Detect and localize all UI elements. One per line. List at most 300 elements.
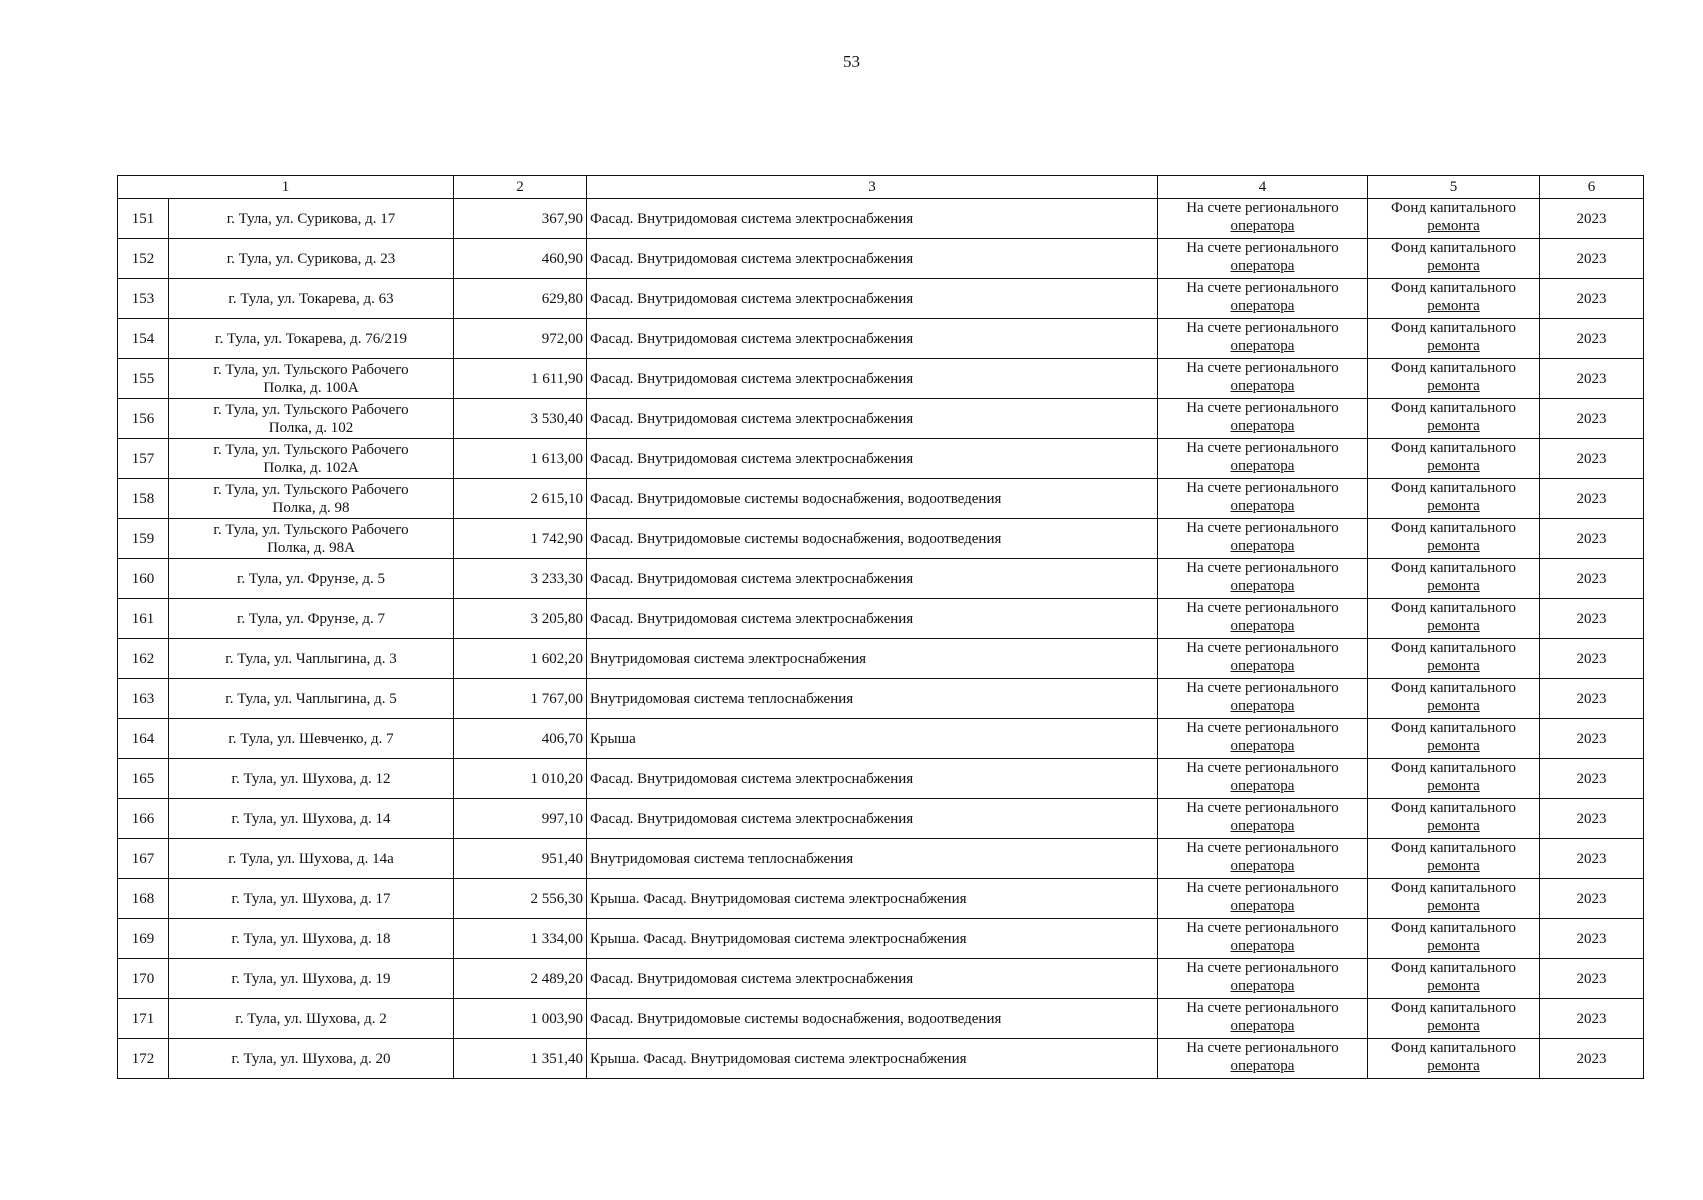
funding-method-line-2: оператора xyxy=(1230,418,1295,434)
funding-method-line-2: оператора xyxy=(1230,578,1295,594)
funding-source-line-2: ремонта xyxy=(1427,898,1480,914)
funding-method-line-1: На счете регионального xyxy=(1186,920,1339,936)
table-row xyxy=(118,999,1644,1039)
funding-method-line-1: На счете регионального xyxy=(1186,480,1339,496)
area-cell: 2 556,30 xyxy=(454,879,587,919)
row-number: 166 xyxy=(118,799,169,839)
row-number: 172 xyxy=(118,1039,169,1079)
funding-source-cell xyxy=(1368,759,1540,799)
header-cell-5: 5 xyxy=(1368,176,1540,199)
funding-method-line-1: На счете регионального xyxy=(1186,400,1339,416)
year-cell: 2023 xyxy=(1540,959,1644,999)
row-number: 167 xyxy=(118,839,169,879)
funding-source-line-2: ремонта xyxy=(1427,418,1480,434)
funding-method-line-2: оператора xyxy=(1230,618,1295,634)
funding-source-line-1: Фонд капитального xyxy=(1391,560,1516,576)
funding-method-cell xyxy=(1158,279,1368,319)
table-row xyxy=(118,439,1644,479)
area-cell: 972,00 xyxy=(454,319,587,359)
row-number: 154 xyxy=(118,319,169,359)
register-table xyxy=(117,175,1644,1079)
funding-source-cell xyxy=(1368,919,1540,959)
year-cell: 2023 xyxy=(1540,319,1644,359)
table-row xyxy=(118,199,1644,239)
year-cell: 2023 xyxy=(1540,239,1644,279)
work-type-cell: Крыша. Фасад. Внутридомовая система электроснабжения xyxy=(587,879,1158,919)
address-cell xyxy=(169,559,454,599)
funding-source-line-1: Фонд капитального xyxy=(1391,960,1516,976)
area-cell: 1 742,90 xyxy=(454,519,587,559)
area-cell: 406,70 xyxy=(454,719,587,759)
area-cell: 3 233,30 xyxy=(454,559,587,599)
funding-method-cell xyxy=(1158,959,1368,999)
address-line-1: г. Тула, ул. Шухова, д. 19 xyxy=(231,970,391,987)
row-number: 163 xyxy=(118,679,169,719)
area-cell: 1 611,90 xyxy=(454,359,587,399)
funding-source-line-2: ремонта xyxy=(1427,658,1480,674)
area-cell: 3 205,80 xyxy=(454,599,587,639)
funding-method-line-1: На счете регионального xyxy=(1186,200,1339,216)
address-line-1: г. Тула, ул. Шухова, д. 14 xyxy=(231,810,391,827)
funding-source-line-1: Фонд капитального xyxy=(1391,680,1516,696)
table-row xyxy=(118,399,1644,439)
row-number: 152 xyxy=(118,239,169,279)
funding-method-line-1: На счете регионального xyxy=(1186,680,1339,696)
table-row xyxy=(118,359,1644,399)
year-cell: 2023 xyxy=(1540,879,1644,919)
funding-source-line-1: Фонд капитального xyxy=(1391,880,1516,896)
table-row xyxy=(118,759,1644,799)
funding-source-line-1: Фонд капитального xyxy=(1391,920,1516,936)
address-line-1: г. Тула, ул. Фрунзе, д. 5 xyxy=(236,570,386,587)
funding-source-cell xyxy=(1368,719,1540,759)
area-cell: 951,40 xyxy=(454,839,587,879)
address-cell xyxy=(169,599,454,639)
table-row xyxy=(118,1039,1644,1079)
funding-method-line-2: оператора xyxy=(1230,538,1295,554)
funding-method-line-2: оператора xyxy=(1230,978,1295,994)
row-number: 171 xyxy=(118,999,169,1039)
funding-method-cell xyxy=(1158,399,1368,439)
header-cell-6: 6 xyxy=(1540,176,1644,199)
funding-source-cell xyxy=(1368,959,1540,999)
funding-source-line-2: ремонта xyxy=(1427,698,1480,714)
address-cell xyxy=(169,519,454,559)
work-type-cell: Фасад. Внутридомовая система электроснабжения xyxy=(587,279,1158,319)
area-cell: 1 334,00 xyxy=(454,919,587,959)
work-type-cell: Внутридомовая система теплоснабжения xyxy=(587,679,1158,719)
funding-method-line-1: На счете регионального xyxy=(1186,520,1339,536)
funding-source-line-1: Фонд капитального xyxy=(1391,1040,1516,1056)
address-line-2: Полка, д. 98А xyxy=(267,539,355,556)
funding-method-line-2: оператора xyxy=(1230,258,1295,274)
funding-method-line-1: На счете регионального xyxy=(1186,240,1339,256)
funding-method-cell xyxy=(1158,719,1368,759)
funding-source-line-2: ремонта xyxy=(1427,618,1480,634)
work-type-cell: Внутридомовая система теплоснабжения xyxy=(587,839,1158,879)
address-cell xyxy=(169,719,454,759)
funding-source-line-1: Фонд капитального xyxy=(1391,600,1516,616)
row-number: 159 xyxy=(118,519,169,559)
row-number: 155 xyxy=(118,359,169,399)
address-cell xyxy=(169,1039,454,1079)
year-cell: 2023 xyxy=(1540,199,1644,239)
area-cell: 3 530,40 xyxy=(454,399,587,439)
funding-source-line-1: Фонд капитального xyxy=(1391,440,1516,456)
address-line-2: Полка, д. 102А xyxy=(263,459,359,476)
funding-source-cell xyxy=(1368,199,1540,239)
address-line-1: г. Тула, ул. Шухова, д. 20 xyxy=(231,1050,391,1067)
area-cell: 1 767,00 xyxy=(454,679,587,719)
area-cell: 460,90 xyxy=(454,239,587,279)
address-line-1: г. Тула, ул. Чаплыгина, д. 3 xyxy=(225,650,397,667)
row-number: 158 xyxy=(118,479,169,519)
funding-method-cell xyxy=(1158,559,1368,599)
address-cell xyxy=(169,879,454,919)
funding-method-cell xyxy=(1158,359,1368,399)
table-row xyxy=(118,639,1644,679)
funding-source-line-2: ремонта xyxy=(1427,818,1480,834)
row-number: 164 xyxy=(118,719,169,759)
header-cell-3: 3 xyxy=(587,176,1158,199)
work-type-cell: Фасад. Внутридомовая система электроснабжения xyxy=(587,599,1158,639)
funding-method-line-1: На счете регионального xyxy=(1186,640,1339,656)
funding-method-line-1: На счете регионального xyxy=(1186,840,1339,856)
funding-method-line-1: На счете регионального xyxy=(1186,440,1339,456)
work-type-cell: Фасад. Внутридомовая система электроснабжения xyxy=(587,439,1158,479)
address-cell xyxy=(169,639,454,679)
address-cell xyxy=(169,359,454,399)
funding-source-line-2: ремонта xyxy=(1427,378,1480,394)
table-row xyxy=(118,959,1644,999)
area-cell: 1 602,20 xyxy=(454,639,587,679)
funding-method-line-1: На счете регионального xyxy=(1186,600,1339,616)
funding-source-line-2: ремонта xyxy=(1427,938,1480,954)
table-row xyxy=(118,839,1644,879)
funding-method-line-1: На счете регионального xyxy=(1186,360,1339,376)
work-type-cell: Крыша. Фасад. Внутридомовая система электроснабжения xyxy=(587,919,1158,959)
funding-source-line-1: Фонд капитального xyxy=(1391,400,1516,416)
funding-source-cell xyxy=(1368,599,1540,639)
table-row xyxy=(118,519,1644,559)
address-line-1: г. Тула, ул. Токарева, д. 63 xyxy=(228,290,394,307)
funding-method-line-2: оператора xyxy=(1230,298,1295,314)
funding-source-line-2: ремонта xyxy=(1427,858,1480,874)
funding-method-cell xyxy=(1158,519,1368,559)
funding-method-cell xyxy=(1158,439,1368,479)
year-cell: 2023 xyxy=(1540,719,1644,759)
table-row xyxy=(118,679,1644,719)
funding-method-line-2: оператора xyxy=(1230,818,1295,834)
address-line-1: г. Тула, ул. Тульского Рабочего xyxy=(213,401,409,418)
funding-method-line-2: оператора xyxy=(1230,218,1295,234)
table-row xyxy=(118,479,1644,519)
address-line-1: г. Тула, ул. Токарева, д. 76/219 xyxy=(215,330,407,347)
address-line-1: г. Тула, ул. Чаплыгина, д. 5 xyxy=(225,690,397,707)
year-cell: 2023 xyxy=(1540,279,1644,319)
address-cell xyxy=(169,999,454,1039)
address-line-1: г. Тула, ул. Тульского Рабочего xyxy=(213,361,409,378)
address-line-1: г. Тула, ул. Тульского Рабочего xyxy=(213,521,409,538)
funding-method-line-1: На счете регионального xyxy=(1186,720,1339,736)
address-cell xyxy=(169,759,454,799)
funding-method-cell xyxy=(1158,599,1368,639)
work-type-cell: Крыша. Фасад. Внутридомовая система электроснабжения xyxy=(587,1039,1158,1079)
funding-source-line-1: Фонд капитального xyxy=(1391,720,1516,736)
table-row xyxy=(118,319,1644,359)
funding-method-line-2: оператора xyxy=(1230,658,1295,674)
area-cell: 629,80 xyxy=(454,279,587,319)
address-line-1: г. Тула, ул. Сурикова, д. 23 xyxy=(226,250,396,267)
funding-source-line-2: ремонта xyxy=(1427,738,1480,754)
address-line-1: г. Тула, ул. Тульского Рабочего xyxy=(213,481,409,498)
address-line-1: г. Тула, ул. Шухова, д. 2 xyxy=(235,1010,387,1027)
funding-method-line-1: На счете регионального xyxy=(1186,1040,1339,1056)
row-number: 169 xyxy=(118,919,169,959)
address-cell xyxy=(169,399,454,439)
address-cell xyxy=(169,799,454,839)
address-line-1: г. Тула, ул. Фрунзе, д. 7 xyxy=(236,610,386,627)
year-cell: 2023 xyxy=(1540,399,1644,439)
funding-method-line-2: оператора xyxy=(1230,338,1295,354)
funding-source-cell xyxy=(1368,559,1540,599)
funding-method-line-2: оператора xyxy=(1230,1058,1295,1074)
address-cell xyxy=(169,839,454,879)
table-row xyxy=(118,879,1644,919)
row-number: 157 xyxy=(118,439,169,479)
row-number: 168 xyxy=(118,879,169,919)
area-cell: 367,90 xyxy=(454,199,587,239)
year-cell: 2023 xyxy=(1540,839,1644,879)
funding-source-line-2: ремонта xyxy=(1427,498,1480,514)
funding-source-cell xyxy=(1368,799,1540,839)
funding-method-cell xyxy=(1158,319,1368,359)
funding-source-line-1: Фонд капитального xyxy=(1391,320,1516,336)
page-number: 53 xyxy=(843,52,860,71)
work-type-cell: Фасад. Внутридомовая система электроснабжения xyxy=(587,559,1158,599)
funding-source-line-2: ремонта xyxy=(1427,778,1480,794)
funding-method-line-1: На счете регионального xyxy=(1186,760,1339,776)
funding-method-cell xyxy=(1158,239,1368,279)
year-cell: 2023 xyxy=(1540,999,1644,1039)
address-line-1: г. Тула, ул. Шухова, д. 18 xyxy=(231,930,391,947)
table-row xyxy=(118,559,1644,599)
funding-source-line-2: ремонта xyxy=(1427,578,1480,594)
funding-source-cell xyxy=(1368,399,1540,439)
funding-source-cell xyxy=(1368,679,1540,719)
year-cell: 2023 xyxy=(1540,679,1644,719)
address-line-1: г. Тула, ул. Шевченко, д. 7 xyxy=(228,730,394,747)
work-type-cell: Фасад. Внутридомовые системы водоснабжения, водоотведения xyxy=(587,999,1158,1039)
work-type-cell: Фасад. Внутридомовая система электроснабжения xyxy=(587,759,1158,799)
year-cell: 2023 xyxy=(1540,599,1644,639)
work-type-cell: Фасад. Внутридомовая система электроснабжения xyxy=(587,239,1158,279)
year-cell: 2023 xyxy=(1540,479,1644,519)
area-cell: 2 489,20 xyxy=(454,959,587,999)
area-cell: 1 613,00 xyxy=(454,439,587,479)
table-row xyxy=(118,719,1644,759)
work-type-cell: Фасад. Внутридомовая система электроснабжения xyxy=(587,959,1158,999)
funding-method-cell xyxy=(1158,999,1368,1039)
area-cell: 1 351,40 xyxy=(454,1039,587,1079)
header-cell-4: 4 xyxy=(1158,176,1368,199)
funding-method-cell xyxy=(1158,879,1368,919)
row-number: 160 xyxy=(118,559,169,599)
row-number: 151 xyxy=(118,199,169,239)
funding-method-line-2: оператора xyxy=(1230,898,1295,914)
funding-method-line-2: оператора xyxy=(1230,698,1295,714)
address-cell xyxy=(169,239,454,279)
year-cell: 2023 xyxy=(1540,359,1644,399)
funding-method-cell xyxy=(1158,839,1368,879)
funding-source-line-1: Фонд капитального xyxy=(1391,200,1516,216)
address-cell xyxy=(169,199,454,239)
row-number: 156 xyxy=(118,399,169,439)
funding-method-line-2: оператора xyxy=(1230,1018,1295,1034)
address-line-1: г. Тула, ул. Шухова, д. 17 xyxy=(231,890,391,907)
funding-method-cell xyxy=(1158,919,1368,959)
header-cell-1: 1 xyxy=(118,176,454,199)
work-type-cell: Фасад. Внутридомовые системы водоснабжения, водоотведения xyxy=(587,519,1158,559)
funding-source-line-2: ремонта xyxy=(1427,1058,1480,1074)
funding-source-line-2: ремонта xyxy=(1427,258,1480,274)
funding-source-cell xyxy=(1368,999,1540,1039)
funding-method-cell xyxy=(1158,1039,1368,1079)
table-row xyxy=(118,279,1644,319)
table-row xyxy=(118,799,1644,839)
year-cell: 2023 xyxy=(1540,519,1644,559)
row-number: 162 xyxy=(118,639,169,679)
year-cell: 2023 xyxy=(1540,559,1644,599)
work-type-cell: Фасад. Внутридомовая система электроснабжения xyxy=(587,199,1158,239)
row-number: 161 xyxy=(118,599,169,639)
table-body xyxy=(118,176,1644,1079)
address-line-2: Полка, д. 102 xyxy=(268,419,354,436)
funding-source-line-1: Фонд капитального xyxy=(1391,760,1516,776)
year-cell: 2023 xyxy=(1540,799,1644,839)
funding-source-cell xyxy=(1368,639,1540,679)
header-cell-2: 2 xyxy=(454,176,587,199)
address-cell xyxy=(169,439,454,479)
address-cell xyxy=(169,319,454,359)
funding-source-line-2: ремонта xyxy=(1427,978,1480,994)
table-row xyxy=(118,919,1644,959)
area-cell: 1 010,20 xyxy=(454,759,587,799)
work-type-cell: Фасад. Внутридомовая система электроснабжения xyxy=(587,319,1158,359)
address-line-1: г. Тула, ул. Шухова, д. 14а xyxy=(228,850,394,867)
work-type-cell: Фасад. Внутридомовая система электроснабжения xyxy=(587,799,1158,839)
funding-method-line-1: На счете регионального xyxy=(1186,800,1339,816)
funding-source-line-2: ремонта xyxy=(1427,338,1480,354)
address-cell xyxy=(169,679,454,719)
funding-source-line-2: ремонта xyxy=(1427,458,1480,474)
funding-source-line-1: Фонд капитального xyxy=(1391,1000,1516,1016)
work-type-cell: Крыша xyxy=(587,719,1158,759)
work-type-cell: Внутридомовая система электроснабжения xyxy=(587,639,1158,679)
funding-source-cell xyxy=(1368,839,1540,879)
funding-method-line-1: На счете регионального xyxy=(1186,280,1339,296)
address-line-1: г. Тула, ул. Тульского Рабочего xyxy=(213,441,409,458)
funding-method-cell xyxy=(1158,799,1368,839)
address-cell xyxy=(169,279,454,319)
funding-method-line-1: На счете регионального xyxy=(1186,960,1339,976)
address-cell xyxy=(169,919,454,959)
funding-method-line-2: оператора xyxy=(1230,938,1295,954)
address-line-2: Полка, д. 100А xyxy=(263,379,359,396)
funding-source-line-1: Фонд капитального xyxy=(1391,800,1516,816)
funding-source-cell xyxy=(1368,359,1540,399)
funding-method-line-2: оператора xyxy=(1230,498,1295,514)
funding-source-line-1: Фонд капитального xyxy=(1391,240,1516,256)
funding-method-cell xyxy=(1158,679,1368,719)
funding-source-line-1: Фонд капитального xyxy=(1391,360,1516,376)
funding-method-cell xyxy=(1158,639,1368,679)
year-cell: 2023 xyxy=(1540,639,1644,679)
funding-source-cell xyxy=(1368,479,1540,519)
funding-method-line-1: На счете регионального xyxy=(1186,320,1339,336)
funding-method-line-1: На счете регионального xyxy=(1186,880,1339,896)
work-type-cell: Фасад. Внутридомовые системы водоснабжения, водоотведения xyxy=(587,479,1158,519)
funding-source-line-1: Фонд капитального xyxy=(1391,520,1516,536)
funding-source-line-2: ремонта xyxy=(1427,218,1480,234)
funding-method-line-2: оператора xyxy=(1230,738,1295,754)
address-line-1: г. Тула, ул. Сурикова, д. 17 xyxy=(226,210,396,227)
funding-method-line-1: На счете регионального xyxy=(1186,560,1339,576)
row-number: 170 xyxy=(118,959,169,999)
work-type-cell: Фасад. Внутридомовая система электроснабжения xyxy=(587,359,1158,399)
area-cell: 1 003,90 xyxy=(454,999,587,1039)
funding-method-line-2: оператора xyxy=(1230,458,1295,474)
funding-source-line-1: Фонд капитального xyxy=(1391,840,1516,856)
year-cell: 2023 xyxy=(1540,439,1644,479)
area-cell: 997,10 xyxy=(454,799,587,839)
table-row xyxy=(118,599,1644,639)
funding-source-line-1: Фонд капитального xyxy=(1391,280,1516,296)
funding-source-line-2: ремонта xyxy=(1427,1018,1480,1034)
funding-source-cell xyxy=(1368,279,1540,319)
address-line-1: г. Тула, ул. Шухова, д. 12 xyxy=(231,770,391,787)
funding-source-line-1: Фонд капитального xyxy=(1391,640,1516,656)
year-cell: 2023 xyxy=(1540,919,1644,959)
funding-method-line-2: оператора xyxy=(1230,778,1295,794)
funding-source-cell xyxy=(1368,1039,1540,1079)
year-cell: 2023 xyxy=(1540,1039,1644,1079)
funding-source-line-2: ремонта xyxy=(1427,538,1480,554)
area-cell: 2 615,10 xyxy=(454,479,587,519)
funding-method-cell xyxy=(1158,759,1368,799)
funding-method-cell xyxy=(1158,479,1368,519)
funding-source-cell xyxy=(1368,319,1540,359)
funding-method-cell xyxy=(1158,199,1368,239)
funding-source-cell xyxy=(1368,439,1540,479)
year-cell: 2023 xyxy=(1540,759,1644,799)
funding-method-line-2: оператора xyxy=(1230,378,1295,394)
header-row xyxy=(118,176,1644,199)
funding-source-cell xyxy=(1368,879,1540,919)
address-cell xyxy=(169,959,454,999)
row-number: 153 xyxy=(118,279,169,319)
funding-source-cell xyxy=(1368,519,1540,559)
work-type-cell: Фасад. Внутридомовая система электроснабжения xyxy=(587,399,1158,439)
address-cell xyxy=(169,479,454,519)
funding-source-line-2: ремонта xyxy=(1427,298,1480,314)
address-line-2: Полка, д. 98 xyxy=(272,499,350,516)
funding-method-line-2: оператора xyxy=(1230,858,1295,874)
funding-source-line-1: Фонд капитального xyxy=(1391,480,1516,496)
funding-method-line-1: На счете регионального xyxy=(1186,1000,1339,1016)
funding-source-cell xyxy=(1368,239,1540,279)
table-row xyxy=(118,239,1644,279)
